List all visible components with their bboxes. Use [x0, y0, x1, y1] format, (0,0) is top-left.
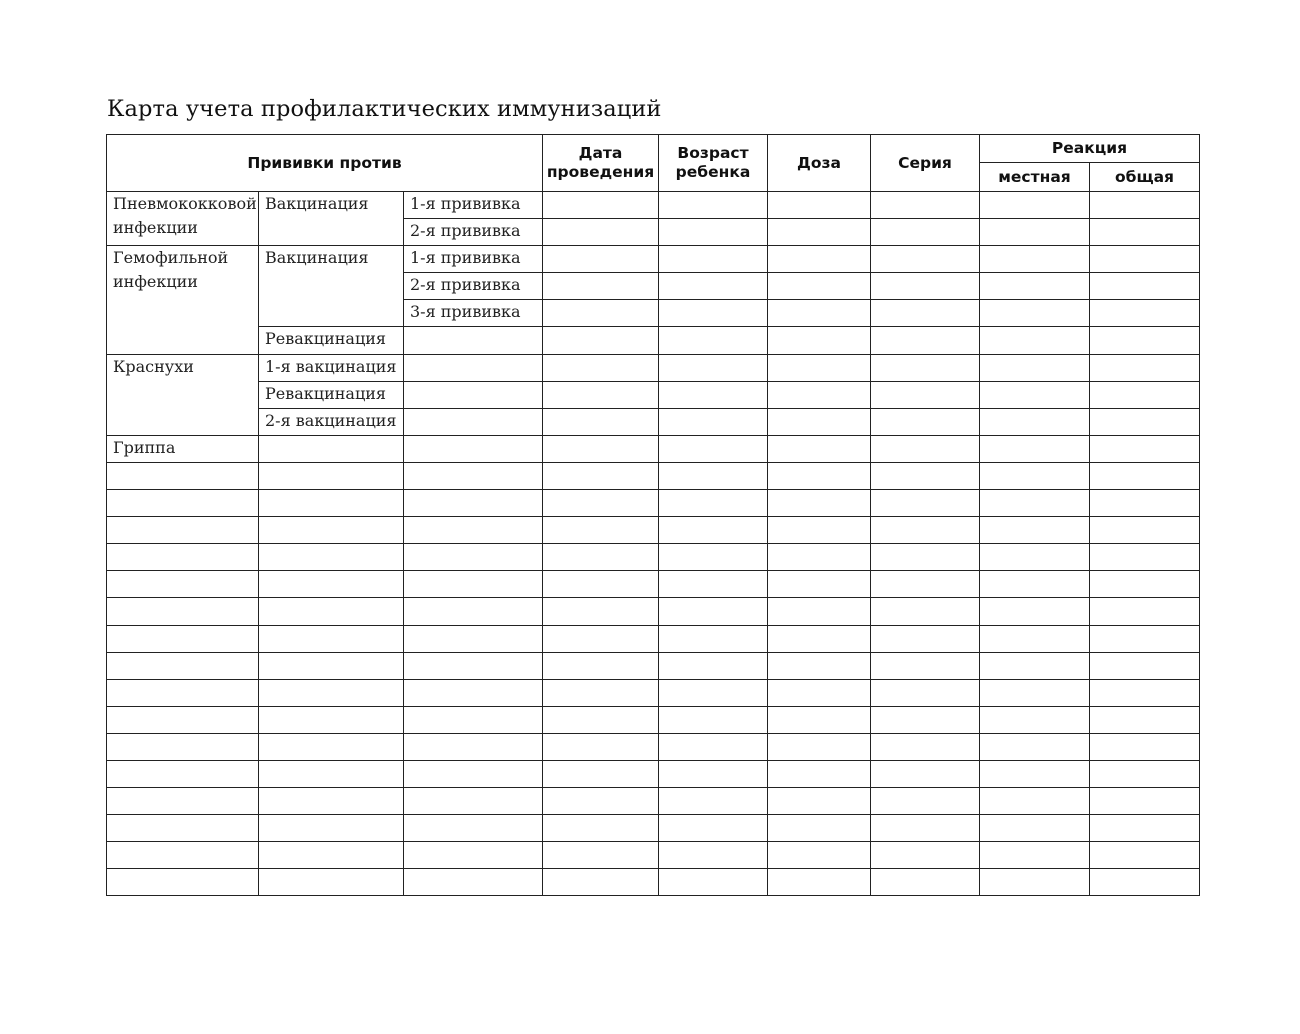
date-cell[interactable]	[543, 300, 659, 327]
reaction-general-cell[interactable]	[1090, 706, 1200, 733]
reaction-general-cell[interactable]	[1090, 760, 1200, 787]
table-row	[107, 327, 1200, 354]
dose-cell[interactable]	[768, 219, 871, 246]
age-cell[interactable]	[659, 571, 768, 598]
stage-cell[interactable]	[259, 571, 404, 598]
reaction-local-cell[interactable]	[980, 733, 1090, 760]
dose-cell[interactable]	[768, 381, 871, 408]
age-cell[interactable]	[659, 354, 768, 381]
empty-row	[107, 652, 1200, 679]
age-cell[interactable]	[659, 733, 768, 760]
series-cell[interactable]	[871, 815, 980, 842]
age-cell[interactable]	[659, 273, 768, 300]
date-cell[interactable]	[543, 679, 659, 706]
group-cell[interactable]	[107, 625, 259, 652]
date-cell[interactable]	[543, 517, 659, 544]
series-cell[interactable]	[871, 192, 980, 219]
date-cell[interactable]	[543, 706, 659, 733]
dose-cell[interactable]	[768, 408, 871, 435]
dose-cell[interactable]	[768, 300, 871, 327]
date-cell[interactable]	[543, 327, 659, 354]
stage-cell[interactable]	[259, 788, 404, 815]
date-cell[interactable]	[543, 544, 659, 571]
series-cell[interactable]	[871, 733, 980, 760]
dose-cell[interactable]	[768, 842, 871, 869]
reaction-local-cell[interactable]	[980, 679, 1090, 706]
date-cell[interactable]	[543, 788, 659, 815]
dose-cell[interactable]	[768, 652, 871, 679]
dose-cell[interactable]	[768, 354, 871, 381]
reaction-general-cell[interactable]	[1090, 300, 1200, 327]
group-cell[interactable]	[107, 869, 259, 896]
group-cell[interactable]	[107, 788, 259, 815]
reaction-general-cell[interactable]	[1090, 408, 1200, 435]
reaction-general-cell[interactable]	[1090, 381, 1200, 408]
dose-cell[interactable]	[768, 625, 871, 652]
empty-row	[107, 544, 1200, 571]
reaction-general-cell[interactable]	[1090, 815, 1200, 842]
stage-cell[interactable]	[259, 652, 404, 679]
stage-cell[interactable]	[259, 462, 404, 489]
stage-cell[interactable]	[259, 706, 404, 733]
group-rubella: Краснухи	[107, 354, 259, 435]
shot-cell[interactable]	[404, 435, 543, 462]
reaction-general-cell[interactable]	[1090, 571, 1200, 598]
header-age	[659, 135, 768, 192]
reaction-general-cell[interactable]	[1090, 733, 1200, 760]
dose-cell[interactable]	[768, 869, 871, 896]
shot-cell[interactable]	[404, 652, 543, 679]
shot-cell[interactable]	[404, 571, 543, 598]
stage-cell[interactable]	[259, 625, 404, 652]
series-cell[interactable]	[871, 490, 980, 517]
reaction-general-cell[interactable]	[1090, 435, 1200, 462]
dose-cell[interactable]	[768, 760, 871, 787]
empty-row	[107, 788, 1200, 815]
stage-cell[interactable]	[259, 733, 404, 760]
dose-cell[interactable]	[768, 544, 871, 571]
date-cell[interactable]	[543, 842, 659, 869]
reaction-local-cell[interactable]	[980, 815, 1090, 842]
date-cell[interactable]	[543, 625, 659, 652]
reaction-general-cell[interactable]	[1090, 625, 1200, 652]
shot-cell[interactable]	[404, 706, 543, 733]
shot-cell[interactable]	[404, 462, 543, 489]
reaction-general-cell[interactable]	[1090, 598, 1200, 625]
reaction-local-cell[interactable]	[980, 760, 1090, 787]
age-cell[interactable]	[659, 300, 768, 327]
date-cell[interactable]	[543, 462, 659, 489]
reaction-local-cell[interactable]	[980, 354, 1090, 381]
date-cell[interactable]	[543, 733, 659, 760]
empty-row	[107, 517, 1200, 544]
date-cell[interactable]	[543, 246, 659, 273]
header-reaction-local: местная	[980, 163, 1090, 192]
date-cell[interactable]	[543, 571, 659, 598]
dose-cell[interactable]	[768, 435, 871, 462]
shot-cell[interactable]	[404, 354, 543, 381]
group-cell[interactable]	[107, 517, 259, 544]
stage-cell[interactable]	[259, 760, 404, 787]
series-cell[interactable]	[871, 706, 980, 733]
reaction-local-cell[interactable]	[980, 869, 1090, 896]
reaction-local-cell[interactable]	[980, 842, 1090, 869]
series-cell[interactable]	[871, 381, 980, 408]
stage-cell[interactable]	[259, 842, 404, 869]
stage-cell[interactable]	[259, 490, 404, 517]
date-cell[interactable]	[543, 219, 659, 246]
age-cell[interactable]	[659, 219, 768, 246]
stage-cell[interactable]	[259, 517, 404, 544]
age-cell[interactable]	[659, 760, 768, 787]
header-date	[543, 135, 659, 192]
shot-cell[interactable]	[404, 544, 543, 571]
table-row	[107, 192, 1200, 219]
age-cell[interactable]	[659, 408, 768, 435]
group-cell[interactable]	[107, 706, 259, 733]
stage-cell: Вакцинация	[259, 246, 404, 327]
reaction-general-cell[interactable]	[1090, 490, 1200, 517]
series-cell[interactable]	[871, 544, 980, 571]
dose-cell[interactable]	[768, 462, 871, 489]
series-cell[interactable]	[871, 273, 980, 300]
dose-cell[interactable]	[768, 733, 871, 760]
shot-cell[interactable]	[404, 625, 543, 652]
date-cell[interactable]	[543, 490, 659, 517]
age-cell[interactable]	[659, 598, 768, 625]
reaction-local-cell[interactable]	[980, 652, 1090, 679]
empty-row	[107, 733, 1200, 760]
age-cell[interactable]	[659, 842, 768, 869]
reaction-general-cell[interactable]	[1090, 869, 1200, 896]
shot-cell[interactable]	[404, 517, 543, 544]
reaction-general-cell[interactable]	[1090, 842, 1200, 869]
group-cell[interactable]	[107, 571, 259, 598]
stage-cell[interactable]	[259, 869, 404, 896]
reaction-local-cell[interactable]	[980, 571, 1090, 598]
reaction-local-cell[interactable]	[980, 300, 1090, 327]
age-cell[interactable]	[659, 246, 768, 273]
dose-cell[interactable]	[768, 706, 871, 733]
date-cell[interactable]	[543, 815, 659, 842]
age-cell[interactable]	[659, 788, 768, 815]
age-cell[interactable]	[659, 544, 768, 571]
stage-cell[interactable]	[259, 435, 404, 462]
reaction-general-cell[interactable]	[1090, 462, 1200, 489]
reaction-general-cell[interactable]	[1090, 246, 1200, 273]
header-date-line1: Дата	[578, 144, 623, 162]
dose-cell[interactable]	[768, 679, 871, 706]
series-cell[interactable]	[871, 517, 980, 544]
date-cell[interactable]	[543, 408, 659, 435]
reaction-local-cell[interactable]	[980, 381, 1090, 408]
shot-cell[interactable]	[404, 381, 543, 408]
group-cell[interactable]	[107, 490, 259, 517]
series-cell[interactable]	[871, 327, 980, 354]
age-cell[interactable]	[659, 679, 768, 706]
empty-row	[107, 679, 1200, 706]
age-cell[interactable]	[659, 381, 768, 408]
shot-cell: 3-я прививка	[404, 300, 543, 327]
stage-cell: Ревакцинация	[259, 381, 404, 408]
header-reaction-general: общая	[1090, 163, 1200, 192]
reaction-general-cell[interactable]	[1090, 652, 1200, 679]
group-cell[interactable]	[107, 842, 259, 869]
age-cell[interactable]	[659, 815, 768, 842]
reaction-general-cell[interactable]	[1090, 354, 1200, 381]
table-row	[107, 354, 1200, 381]
series-cell[interactable]	[871, 869, 980, 896]
shot-cell[interactable]	[404, 327, 543, 354]
reaction-general-cell[interactable]	[1090, 273, 1200, 300]
age-cell[interactable]	[659, 435, 768, 462]
age-cell[interactable]	[659, 490, 768, 517]
age-cell[interactable]	[659, 706, 768, 733]
stage-cell: 1-я вакцинация	[259, 354, 404, 381]
group-cell[interactable]	[107, 462, 259, 489]
series-cell[interactable]	[871, 652, 980, 679]
shot-cell[interactable]	[404, 408, 543, 435]
empty-row	[107, 490, 1200, 517]
header-date-line2: проведения	[546, 163, 655, 181]
shot-cell[interactable]	[404, 788, 543, 815]
series-cell[interactable]	[871, 408, 980, 435]
stage-cell[interactable]	[259, 679, 404, 706]
header-dose: Доза	[768, 135, 871, 192]
series-cell[interactable]	[871, 246, 980, 273]
series-cell[interactable]	[871, 354, 980, 381]
age-cell[interactable]	[659, 869, 768, 896]
empty-row	[107, 869, 1200, 896]
group-pneumococcal: Пневмококковой инфекции	[107, 192, 259, 246]
date-cell[interactable]	[543, 381, 659, 408]
shot-cell[interactable]	[404, 679, 543, 706]
reaction-local-cell[interactable]	[980, 219, 1090, 246]
date-cell[interactable]	[543, 652, 659, 679]
empty-row	[107, 571, 1200, 598]
dose-cell[interactable]	[768, 246, 871, 273]
series-cell[interactable]	[871, 219, 980, 246]
dose-cell[interactable]	[768, 490, 871, 517]
dose-cell[interactable]	[768, 517, 871, 544]
series-cell[interactable]	[871, 571, 980, 598]
group-cell[interactable]	[107, 679, 259, 706]
date-cell[interactable]	[543, 435, 659, 462]
age-cell[interactable]	[659, 192, 768, 219]
reaction-general-cell[interactable]	[1090, 788, 1200, 815]
reaction-local-cell[interactable]	[980, 408, 1090, 435]
reaction-local-cell[interactable]	[980, 490, 1090, 517]
group-cell[interactable]	[107, 733, 259, 760]
age-cell[interactable]	[659, 625, 768, 652]
age-cell[interactable]	[659, 462, 768, 489]
empty-row	[107, 625, 1200, 652]
series-cell[interactable]	[871, 435, 980, 462]
group-cell[interactable]	[107, 652, 259, 679]
page-title: Карта учета профилактических иммунизаций	[107, 96, 662, 122]
table-row	[107, 381, 1200, 408]
dose-cell[interactable]	[768, 571, 871, 598]
series-cell[interactable]	[871, 598, 980, 625]
empty-row	[107, 462, 1200, 489]
header-vaccines-against: Прививки против	[107, 135, 543, 192]
reaction-local-cell[interactable]	[980, 517, 1090, 544]
series-cell[interactable]	[871, 625, 980, 652]
stage-cell: Вакцинация	[259, 192, 404, 246]
series-cell[interactable]	[871, 679, 980, 706]
shot-cell: 2-я прививка	[404, 219, 543, 246]
age-cell[interactable]	[659, 327, 768, 354]
reaction-local-cell[interactable]	[980, 462, 1090, 489]
header-series: Серия	[871, 135, 980, 192]
reaction-local-cell[interactable]	[980, 273, 1090, 300]
series-cell[interactable]	[871, 760, 980, 787]
stage-cell[interactable]	[259, 544, 404, 571]
reaction-local-cell[interactable]	[980, 544, 1090, 571]
header-row-1	[107, 135, 1200, 163]
header-age-line2: ребенка	[675, 163, 751, 181]
dose-cell[interactable]	[768, 598, 871, 625]
date-cell[interactable]	[543, 598, 659, 625]
group-cell[interactable]	[107, 760, 259, 787]
reaction-general-cell[interactable]	[1090, 517, 1200, 544]
date-cell[interactable]	[543, 192, 659, 219]
shot-cell[interactable]	[404, 760, 543, 787]
table-row	[107, 435, 1200, 462]
age-cell[interactable]	[659, 517, 768, 544]
dose-cell[interactable]	[768, 273, 871, 300]
series-cell[interactable]	[871, 462, 980, 489]
table-row	[107, 408, 1200, 435]
header-reaction: Реакция	[980, 135, 1200, 163]
reaction-local-cell[interactable]	[980, 435, 1090, 462]
group-cell[interactable]	[107, 598, 259, 625]
header-age-line1: Возраст	[677, 144, 749, 162]
reaction-local-cell[interactable]	[980, 327, 1090, 354]
reaction-general-cell[interactable]	[1090, 192, 1200, 219]
group-cell[interactable]	[107, 544, 259, 571]
shot-cell[interactable]	[404, 598, 543, 625]
reaction-local-cell[interactable]	[980, 625, 1090, 652]
reaction-general-cell[interactable]	[1090, 544, 1200, 571]
dose-cell[interactable]	[768, 327, 871, 354]
empty-row	[107, 760, 1200, 787]
shot-cell[interactable]	[404, 490, 543, 517]
series-cell[interactable]	[871, 300, 980, 327]
date-cell[interactable]	[543, 760, 659, 787]
empty-row	[107, 815, 1200, 842]
empty-row	[107, 706, 1200, 733]
stage-cell: Ревакцинация	[259, 327, 404, 354]
shot-cell: 1-я прививка	[404, 192, 543, 219]
date-cell[interactable]	[543, 354, 659, 381]
group-influenza: Гриппа	[107, 435, 259, 462]
stage-cell: 2-я вакцинация	[259, 408, 404, 435]
reaction-local-cell[interactable]	[980, 192, 1090, 219]
table-row	[107, 246, 1200, 273]
shot-cell: 2-я прививка	[404, 273, 543, 300]
group-hemophilus: Гемофильной инфекции	[107, 246, 259, 354]
date-cell[interactable]	[543, 273, 659, 300]
reaction-local-cell[interactable]	[980, 706, 1090, 733]
reaction-general-cell[interactable]	[1090, 219, 1200, 246]
reaction-local-cell[interactable]	[980, 788, 1090, 815]
dose-cell[interactable]	[768, 815, 871, 842]
reaction-general-cell[interactable]	[1090, 327, 1200, 354]
empty-row	[107, 842, 1200, 869]
series-cell[interactable]	[871, 842, 980, 869]
date-cell[interactable]	[543, 869, 659, 896]
stage-cell[interactable]	[259, 815, 404, 842]
empty-row	[107, 598, 1200, 625]
age-cell[interactable]	[659, 652, 768, 679]
shot-cell[interactable]	[404, 869, 543, 896]
reaction-local-cell[interactable]	[980, 598, 1090, 625]
dose-cell[interactable]	[768, 788, 871, 815]
shot-cell: 1-я прививка	[404, 246, 543, 273]
series-cell[interactable]	[871, 788, 980, 815]
reaction-general-cell[interactable]	[1090, 679, 1200, 706]
group-cell[interactable]	[107, 815, 259, 842]
stage-cell[interactable]	[259, 598, 404, 625]
dose-cell[interactable]	[768, 192, 871, 219]
shot-cell[interactable]	[404, 815, 543, 842]
shot-cell[interactable]	[404, 842, 543, 869]
immunization-table	[106, 134, 1200, 896]
reaction-local-cell[interactable]	[980, 246, 1090, 273]
shot-cell[interactable]	[404, 733, 543, 760]
